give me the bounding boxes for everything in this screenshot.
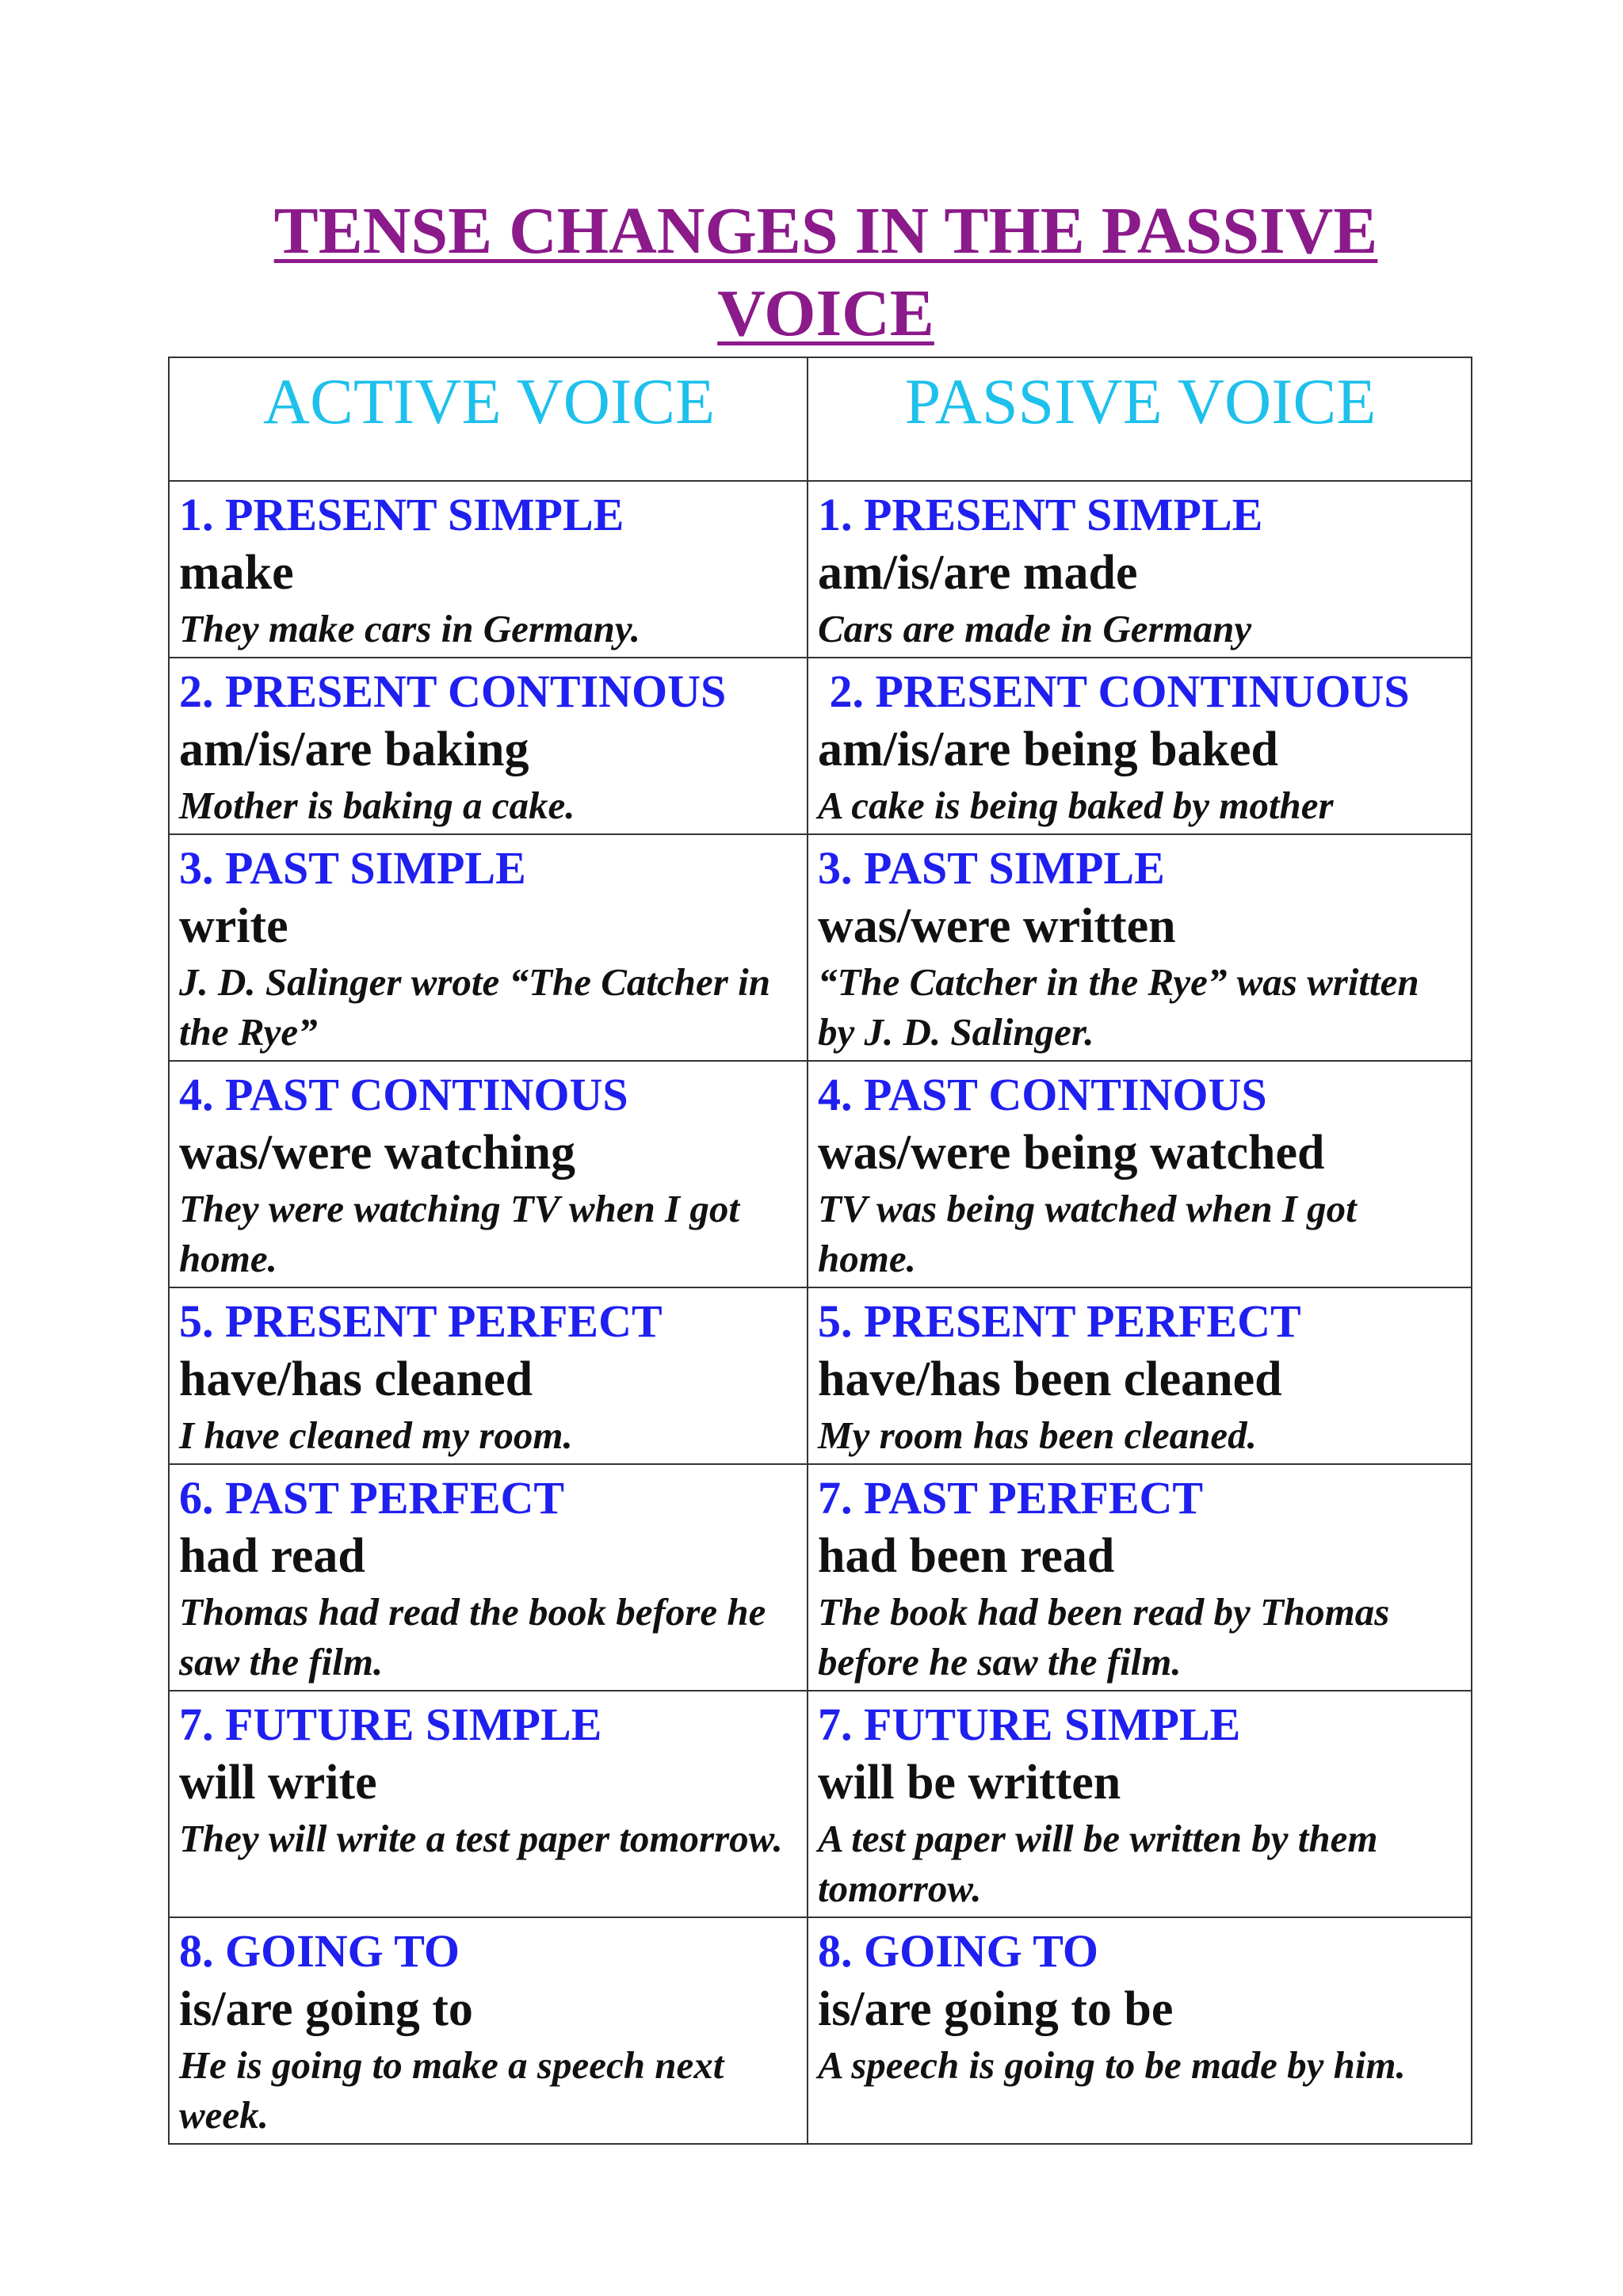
tense-name: 8. GOING TO xyxy=(818,1925,1099,1977)
tense-name: 2. PRESENT CONTINOUS xyxy=(179,666,727,717)
table-header-row xyxy=(169,357,1472,481)
verb-form: will be written xyxy=(818,1756,1121,1810)
example-sentence: A cake is being baked by mother xyxy=(818,784,1334,827)
verb-form: am/is/are being baked xyxy=(818,723,1279,776)
table-row xyxy=(169,1061,1472,1287)
table-row xyxy=(169,1691,1472,1917)
passive-cell xyxy=(808,1287,1472,1464)
tense-name: 5. PRESENT PERFECT xyxy=(818,1295,1301,1347)
tense-name: 8. GOING TO xyxy=(179,1925,460,1977)
active-cell xyxy=(169,1691,808,1917)
example-sentence: A test paper will be written by them tomorrow. xyxy=(818,1817,1378,1910)
tense-name: 7. PAST PERFECT xyxy=(818,1472,1204,1524)
passive-cell xyxy=(808,1691,1472,1917)
example-sentence: Thomas had read the book before he saw the film. xyxy=(179,1590,766,1684)
table-row xyxy=(169,834,1472,1061)
verb-form: am/is/are made xyxy=(818,546,1138,600)
example-sentence: They make cars in Germany. xyxy=(179,607,641,650)
tense-name: 3. PAST SIMPLE xyxy=(818,842,1165,894)
example-sentence: A speech is going to be made by him. xyxy=(818,2043,1406,2087)
example-sentence: He is going to make a speech next week. xyxy=(179,2043,724,2137)
verb-form: have/has cleaned xyxy=(179,1352,533,1406)
example-sentence: My room has been cleaned. xyxy=(818,1413,1257,1457)
tense-table xyxy=(168,357,1472,2145)
tense-name: 1. PRESENT SIMPLE xyxy=(818,489,1263,540)
active-voice-header: ACTIVE VOICE xyxy=(169,357,808,481)
example-sentence: Mother is baking a cake. xyxy=(179,784,575,827)
page-title-line-2: VOICE xyxy=(717,277,934,350)
table-row xyxy=(169,1464,1472,1691)
example-sentence: The book had been read by Thomas before he saw the film. xyxy=(818,1590,1390,1684)
passive-voice-header: PASSIVE VOICE xyxy=(808,357,1472,481)
page-title-line-1: TENSE CHANGES IN THE PASSIVE xyxy=(273,194,1378,268)
tense-name: 2. PRESENT CONTINUOUS xyxy=(818,666,1410,717)
verb-form: was/were watching xyxy=(179,1126,575,1180)
verb-form: had read xyxy=(179,1529,365,1583)
verb-form: was/were written xyxy=(818,899,1176,953)
active-cell xyxy=(169,834,808,1061)
verb-form: will write xyxy=(179,1756,377,1810)
passive-cell xyxy=(808,834,1472,1061)
active-cell xyxy=(169,1061,808,1287)
verb-form: is/are going to xyxy=(179,1982,473,2036)
verb-form: had been read xyxy=(818,1529,1115,1583)
active-cell xyxy=(169,1287,808,1464)
passive-cell xyxy=(808,1464,1472,1691)
verb-form: is/are going to be xyxy=(818,1982,1174,2036)
example-sentence: TV was being watched when I got home. xyxy=(818,1187,1357,1280)
active-cell xyxy=(169,1917,808,2144)
table-row xyxy=(169,1287,1472,1464)
passive-cell xyxy=(808,658,1472,834)
tense-name: 4. PAST CONTINOUS xyxy=(818,1069,1267,1120)
active-cell xyxy=(169,658,808,834)
example-sentence: I have cleaned my room. xyxy=(179,1413,573,1457)
example-sentence: “The Catcher in the Rye” was written by J. D. Salinger. xyxy=(818,960,1419,1054)
passive-cell xyxy=(808,1917,1472,2144)
table-row xyxy=(169,658,1472,834)
tense-name: 6. PAST PERFECT xyxy=(179,1472,565,1524)
tense-name: 5. PRESENT PERFECT xyxy=(179,1295,663,1347)
verb-form: am/is/are baking xyxy=(179,723,529,776)
verb-form: have/has been cleaned xyxy=(818,1352,1282,1406)
example-sentence: They were watching TV when I got home. xyxy=(179,1187,739,1280)
example-sentence: Cars are made in Germany xyxy=(818,607,1252,650)
verb-form: write xyxy=(179,899,288,953)
passive-cell xyxy=(808,481,1472,658)
example-sentence: They will write a test paper tomorrow. xyxy=(179,1817,783,1860)
active-cell xyxy=(169,481,808,658)
example-sentence: J. D. Salinger wrote “The Catcher in the Rye” xyxy=(179,960,770,1054)
tense-name: 1. PRESENT SIMPLE xyxy=(179,489,624,540)
tense-name: 7. FUTURE SIMPLE xyxy=(818,1699,1241,1750)
tense-name: 7. FUTURE SIMPLE xyxy=(179,1699,602,1750)
tense-name: 4. PAST CONTINOUS xyxy=(179,1069,628,1120)
tense-name: 3. PAST SIMPLE xyxy=(179,842,526,894)
page-title xyxy=(168,190,1484,355)
verb-form: make xyxy=(179,546,294,600)
table-row xyxy=(169,481,1472,658)
active-cell xyxy=(169,1464,808,1691)
passive-cell xyxy=(808,1061,1472,1287)
table-row xyxy=(169,1917,1472,2144)
verb-form: was/were being watched xyxy=(818,1126,1325,1180)
